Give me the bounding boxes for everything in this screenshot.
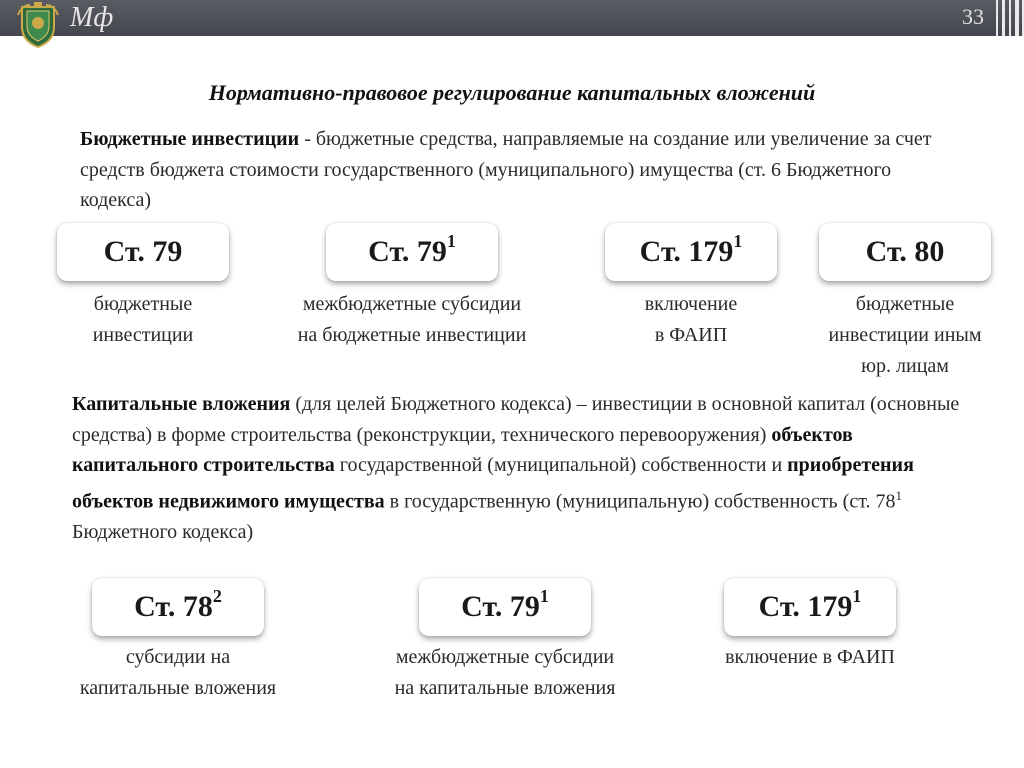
definition-text: государственной (муниципальной) собственности и: [334, 454, 788, 476]
caption-line: на капитальные вложения: [394, 677, 616, 699]
capital-investments-definition: [72, 389, 972, 547]
article-card-179-1-bottom[interactable]: [724, 578, 896, 636]
caption-line: межбюджетные субсидии: [395, 646, 615, 668]
article-sup: 1: [733, 231, 743, 251]
article-label: Ст. 79: [368, 235, 447, 268]
caption-line: инвестиции: [92, 324, 194, 346]
caption-line: включение в ФАИП: [725, 646, 895, 668]
article-sup: 2: [212, 586, 222, 606]
caption-line: субсидии на: [125, 646, 231, 668]
caption-line: межбюджетные субсидии: [302, 293, 522, 315]
term-budget-investments: Бюджетные инвестиции: [80, 128, 300, 150]
article-label: Ст. 79: [461, 590, 540, 623]
caption-80: [797, 289, 1013, 382]
caption-79-1: [252, 289, 572, 351]
header-bar: [0, 0, 1024, 36]
article-card-79-1-bottom[interactable]: [419, 578, 591, 636]
article-sup: 1: [446, 231, 456, 251]
caption-line: инвестиции иным: [828, 324, 982, 346]
article-card-78-2[interactable]: [92, 578, 264, 636]
definition-text: - бюджетные средства, направляемые на создание или увеличение за счет средств бюджета стоимости государственного (муниципального) имущества (ст. 6 Бюджетного кодекса): [80, 128, 932, 211]
superscript: 1: [895, 487, 902, 503]
article-label: Ст. 79: [103, 235, 183, 268]
definition-text: в государственную (муниципальную) собственность (ст. 78: [384, 490, 896, 513]
logo-text: Мф: [70, 2, 114, 33]
article-label: Ст. 78: [134, 590, 213, 623]
article-card-80[interactable]: [819, 223, 991, 281]
caption-179-1-bottom: [680, 642, 940, 673]
article-sup: 1: [852, 586, 862, 606]
page-number: 33: [962, 4, 984, 29]
budget-investments-definition: [80, 124, 960, 216]
caption-line: на бюджетные инвестиции: [297, 324, 527, 346]
bold-phrase: приобретения объектов недвижимого имущества: [72, 454, 914, 513]
coat-of-arms-logo: [16, 1, 60, 49]
article-label: Ст. 179: [758, 590, 853, 623]
caption-line: юр. лицам: [861, 355, 949, 377]
caption-line: бюджетные: [855, 293, 955, 315]
article-card-79[interactable]: [57, 223, 229, 281]
caption-line: включение: [644, 293, 738, 315]
article-card-179-1[interactable]: [605, 223, 777, 281]
bold-phrase: объектов капитального строительства: [72, 423, 853, 476]
caption-line: в ФАИП: [654, 324, 728, 346]
caption-line: капитальные вложения: [79, 677, 277, 699]
article-card-79-1[interactable]: [326, 223, 498, 281]
term-capital-investments: Капитальные вложения: [72, 393, 291, 415]
article-label: Ст. 179: [639, 235, 734, 268]
slide-title: Нормативно-правовое регулирование капитальных вложений: [208, 80, 816, 105]
caption-79-1-bottom: [345, 642, 665, 704]
definition-text: (для целей Бюджетного кодекса) – инвестиции в основной капитал (основные средства) в форме строительства (реконструкции, технического перевооружения): [72, 393, 960, 446]
caption-78-2: [38, 642, 318, 704]
caption-79: [43, 289, 243, 351]
definition-text: Бюджетного кодекса): [72, 520, 254, 543]
decorative-stripes: [994, 0, 1024, 36]
caption-line: бюджетные: [93, 293, 193, 315]
article-label: Ст. 80: [865, 235, 945, 268]
caption-179-1: [591, 289, 791, 351]
article-sup: 1: [539, 586, 549, 606]
